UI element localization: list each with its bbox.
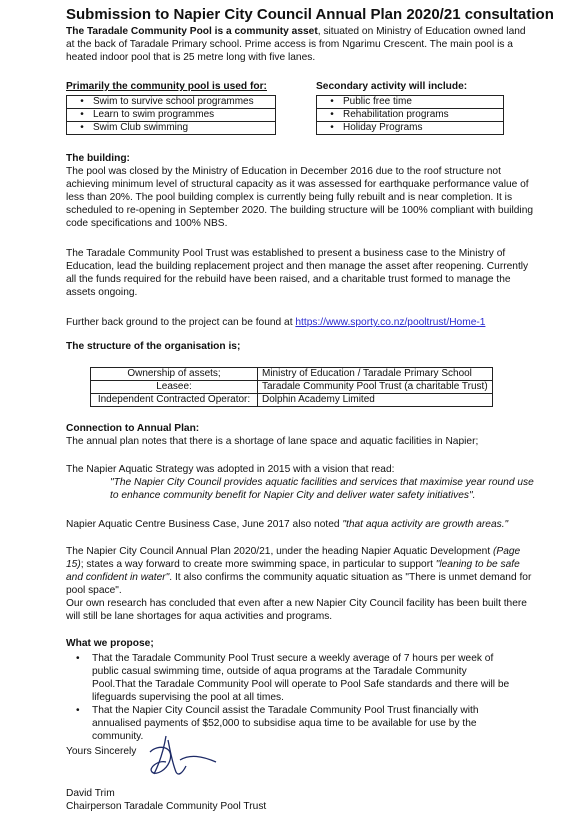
annual-plan-page: (Page 15)	[66, 546, 521, 570]
building-heading: The building:	[66, 153, 130, 164]
secondary-item: Public free time	[343, 96, 412, 107]
connection-paragraph-1: The annual plan notes that there is a shortage of lane space and aquatic facilities in Napier;	[66, 436, 479, 447]
table-row: • Swim to survive school programmes	[67, 96, 276, 109]
annual-plan-text-b: ; states a way forward to create more swimming space, in particular to support	[80, 559, 436, 570]
structure-entity: Ministry of Education / Taradale Primary School	[258, 368, 493, 381]
primary-uses-heading: Primarily the community pool is used for:	[66, 81, 267, 92]
secondary-item: Holiday Programs	[343, 122, 423, 133]
table-row: • Public free time	[317, 96, 504, 109]
table-row: • Holiday Programs	[317, 122, 504, 135]
table-row	[91, 381, 493, 394]
annual-plan-text-c: . It also confirms the community aquatic situation as "There is unmet demand for pool space".	[66, 572, 532, 596]
primary-uses-table	[66, 95, 276, 135]
signatory-position: Chairperson Taradale Community Pool Trust	[66, 801, 267, 812]
primary-use-item: Swim Club swimming	[93, 122, 189, 133]
business-case-quote: "that aqua activity are growth areas."	[342, 519, 509, 530]
document-title: Submission to Napier City Council Annual Plan 2020/21 consultation	[66, 6, 554, 23]
business-case-text: Napier Aquatic Centre Business Case, June 2017 also noted	[66, 519, 343, 530]
aquatic-strategy-quote: "The Napier City Council provides aquatic facilities and services that maximise year round use to enhance community benefit for Napier City and deliver water safety initiatives".	[110, 477, 534, 501]
primary-use-item: Swim to survive school programmes	[93, 96, 254, 107]
secondary-table	[316, 95, 504, 135]
background-text: Further back ground to the project can be found at	[66, 317, 296, 328]
table-row: • Rehabilitation programs	[317, 109, 504, 122]
table-row	[91, 394, 493, 407]
structure-entity: Taradale Community Pool Trust (a charitable Trust)	[258, 381, 493, 394]
structure-heading: The structure of the organisation is;	[66, 341, 241, 352]
proposal-heading: What we propose;	[66, 638, 154, 649]
building-paragraph-3	[66, 316, 536, 329]
annual-plan-text-a: The Napier City Council Annual Plan 2020/21, under the heading Napier Aquatic Development	[66, 546, 494, 557]
list-item: • That the Taradale Community Pool Trust secure a weekly average of 7 hours per week of public casual swimming time, outside of aqua programs at the Taradale Community Pool.That the Taradale Community Pool will operate to Pool Safe standards and there will be lifeguards supervising the pool at all times.	[66, 652, 510, 704]
structure-entity: Dolphin Academy Limited	[258, 394, 493, 407]
structure-role: Independent Contracted Operator:	[91, 394, 258, 407]
project-link[interactable]: https://www.sporty.co.nz/pooltrust/Home-1	[295, 317, 486, 328]
structure-table	[90, 367, 493, 407]
connection-paragraph-4	[66, 545, 536, 597]
list-item: • That the Napier City Council assist the Taradale Community Pool Trust financially with annualised payments of $52,000 to subsidise aqua time to be available for use by the community.	[66, 704, 510, 743]
primary-use-item: Learn to swim programmes	[93, 109, 215, 120]
intro-bold: The Taradale Community Pool is a community asset	[66, 26, 318, 37]
annual-plan-quote: "leaning to be safe and confident in water"	[66, 559, 520, 583]
table-row	[91, 368, 493, 381]
table-row: • Swim Club swimming	[67, 122, 276, 135]
connection-heading: Connection to Annual Plan:	[66, 423, 200, 434]
secondary-item: Rehabilitation programs	[343, 109, 449, 120]
connection-paragraph-2: The Napier Aquatic Strategy was adopted in 2015 with a vision that read:	[66, 464, 395, 475]
primary-uses-section	[66, 80, 276, 135]
proposal-list	[66, 652, 510, 743]
building-paragraph-1: The pool was closed by the Ministry of Education in December 2016 due to the roof structure not achieving minimum level of structural capacity as it was assessed for earthquake performance value of less than 20%. The pool building complex is currently being fully rebuilt and is near completion. It is scheduled to re-opening in September 2020. The building structure will be 100% compliant with building code specifications and 100% NBS.	[66, 166, 534, 229]
structure-role: Leasee:	[91, 381, 258, 394]
intro-text: , situated on Ministry of Education owned land at the back of Taradale Primary school. Prime access is from Ngarimu Crescent. The main pool is a heated indoor pool that is 25 metre long with five lanes.	[66, 26, 526, 63]
handwritten-signature	[140, 730, 220, 782]
connection-paragraph-5: Our own research has concluded that even after a new Napier City Council facility has been built there will still be lane shortages for aqua activities and programs.	[66, 598, 527, 622]
table-row: • Learn to swim programmes	[67, 109, 276, 122]
building-paragraph-2: The Taradale Community Pool Trust was established to present a business case to the Ministry of Education, lead the building replacement project and then manage the asset after reopening. Currently all the funds required for the rebuild have been raised, and a charitable trust formed to manage the assets ongoing.	[66, 248, 529, 298]
signatory-name: David Trim	[66, 788, 115, 799]
salutation: Yours Sincerely	[66, 746, 137, 757]
secondary-section	[316, 80, 504, 135]
intro-paragraph	[66, 25, 536, 64]
secondary-heading: Secondary activity will include:	[316, 81, 468, 92]
connection-paragraph-3	[66, 518, 536, 531]
structure-role: Ownership of assets;	[91, 368, 258, 381]
